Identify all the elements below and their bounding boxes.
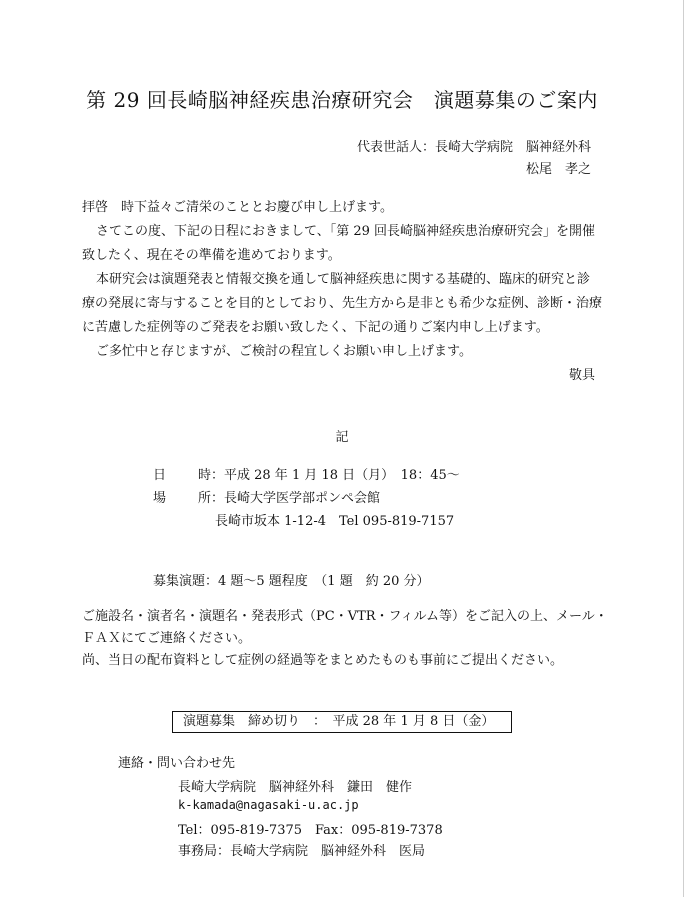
date-value: ：平成 28 年 1 月 18 日（月） 18：45～ xyxy=(211,468,460,483)
venue-address: 長崎市坂本 1-12-4 Tel 095-819-7157 xyxy=(215,514,455,529)
contact-office: 事務局：長崎大学病院 脳神経外科 医局 xyxy=(178,844,426,859)
contact-person: 長崎大学病院 脳神経外科 鎌田 健作 xyxy=(178,780,413,795)
venue-value: ：長崎大学医学部ポンペ会館 xyxy=(211,491,381,506)
greeting-text: 拝啓 時下益々ご清栄のこととお慶び申し上げます。 xyxy=(82,200,393,215)
contact-email[interactable]: k-kamada@nagasaki-u.ac.jp xyxy=(178,798,359,812)
paragraph-request: ご多忙中と存じますが、ご検討の程宜しくお願い申し上げます。 xyxy=(96,344,472,359)
document-title: 第 29 回長崎脳神経疾患治療研究会 演題募集のご案内 xyxy=(86,88,598,112)
ki-heading: 記 xyxy=(335,430,349,445)
sender-name: 松尾 孝之 xyxy=(525,162,591,177)
sender-organization: 代表世話人：長崎大学病院 脳神経外科 xyxy=(356,140,591,155)
detail-date xyxy=(153,464,460,483)
detail-topics: 募集演題：4 題～5 題程度 （1 題 約 20 分） xyxy=(153,574,430,589)
contact-heading: 連絡・問い合わせ先 xyxy=(118,756,236,771)
paragraph-purpose: 本研究会は演題発表と情報交換を通して脳神経疾患に関する基礎的、臨床的研究と診療の発展に寄与することを目的としており、先生方から是非とも希少な症例、診断・治療に苦慮した症例等のご発表をお願い致したく、下記の通りご案内申し上げます。 xyxy=(82,272,603,335)
submission-instructions: ご施設名・演者名・演題名・発表形式（PC・VTR・フィルム等）をご記入の上、メール・ＦＡＸにてご連絡ください。 xyxy=(82,609,608,646)
handout-instructions: 尚、当日の配布資料として症例の経過等をまとめたものも事前にご提出ください。 xyxy=(82,653,564,668)
deadline-box: 演題募集 締め切り ： 平成 28 年 1 月 8 日（金） xyxy=(172,711,512,733)
closing-word: 敬具 xyxy=(568,368,595,383)
contact-phone-fax: Tel：095-819-7375 Fax：095-819-7378 xyxy=(178,823,443,838)
detail-venue xyxy=(153,487,380,506)
venue-label: 場 所 xyxy=(153,491,211,506)
paragraph-event-intro: さてこの度、下記の日程におきまして、「第 29 回長崎脳神経疾患治療研究会」を開催致したく、現在その準備を進めております。 xyxy=(82,224,596,263)
date-label: 日 時 xyxy=(153,468,211,483)
